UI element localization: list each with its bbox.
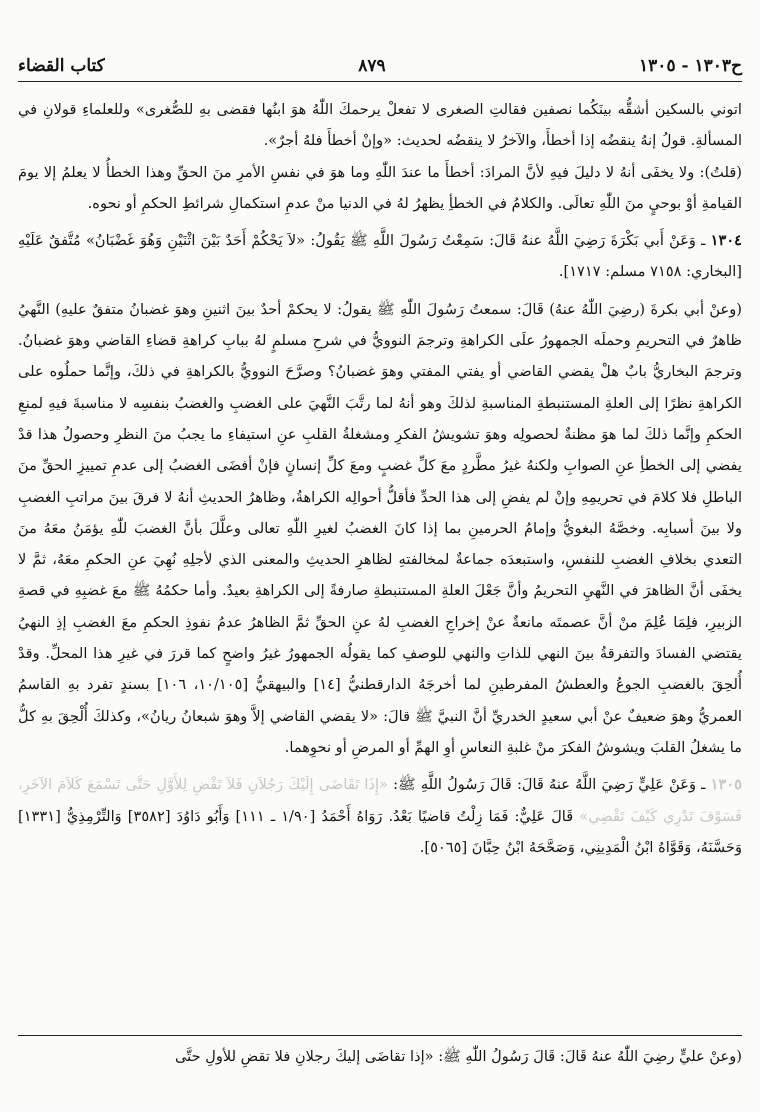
hadith-text-faded: «إِذَا تَقَاضَى إِلَيْكَ رَجُلاَنِ فَلاَ تَقْضِ لِلأَوَّلِ حَتَّى تَسْمَعَ كَلاَمَ الآخَرِ، فَسَوْفَ تَدْرِي كَيْفَ تَقْضِي» [18,776,743,825]
hadith-1305 [18,769,742,863]
section-rule [18,1035,742,1036]
chapter-title: كتاب القضاء [18,56,105,76]
page-header [18,52,742,80]
page-body [18,94,742,863]
hadith-number: ١٣٠٤ [710,232,743,250]
commentary-paragraph: (وعنْ أبي بكرةَ (رضِيَ اللّٰهُ عنهُ) قَالَ: سمعتُ رَسُولَ اللّٰهِ ﷺ يقولُ: لا يحكمْ أحدٌ بينَ اثنينِ وهوَ غضبانُ متفقٌ عليهِ) النَّهيُ ظاهرٌ في التحريمِ وحملَه الجمهورُ علَى الكراهةِ وترجمَ النوويُّ في شرحِ مسلمٍ لهُ ببابِ كراهةِ قضاءِ القاضي وهوَ غضبانُ. وترجمَ البخاريُّ بابٌ هلْ يقضي القاضي أو يفتي المفتي وهوَ غضبانُ؟ وصرَّحَ النوويُّ بالكراهةِ في ذلكَ، وإنَّما حملُوه على الكراهةِ نظرًا إلى العلةِ المستنبطةِ المناسبةِ لذلكَ وهو أنهُ لما رتَّبَ النَّهيَ على الغضبِ والغضبُ بنفسِه لا مناسبةَ فيهِ لمنعِ الحكمِ وإنَّما ذلكَ لما هوَ مظنةٌ لحصولِه وهوَ تشويشُ الفكرِ ومشغلةُ القلبِ عنِ استيفاءِ ما يجبُ منَ النظرِ وحصولُ هذا قدْ يفضي إلى الخطأِ عنِ الصوابِ ولكنهُ غيرُ مطَّردٍ معَ كلِّ غضبٍ ومعَ كلِّ إنسانٍ فإنْ أفضَى الغضبُ إلى عدمِ تمييزِ الحقِّ منَ الباطلِ فلا كلامَ في تحريمِهِ وإنْ لم يفضِ إلى هذا الحدِّ فأقلُّ أحوالِه الكراهةُ، وظاهرُ الحديثِ أنهُ لا فرقَ بينَ مراتبِ الغضبِ ولا بينَ أسبابِه. وخصَّهُ البغويُّ وإمامُ الحرمينِ بما إذا كانَ الغضبُ لغيرِ اللّٰهِ تعالى وعلَّلَ بأنَّ الغضبَ للّٰهِ يؤمَنُ معَهُ منَ التعدي بخلافِ الغضبِ للنفسِ، واستبعدَه جماعةٌ لمخالفتهِ لظاهرِ الحديثِ والمعنى الذي لأجلِهِ نُهِيَ عنِ الحكمِ معَهُ، ثمَّ لا يخفَى أنَّ الظاهرَ في النَّهيِ التحريمُ وأنَّ جَعْلَ العلةِ المستنبطةِ صارفةً إلى الكراهةِ بعيدٌ. وأما حكمُهُ ﷺ معَ غضبِهِ في قصةِ الزبيرِ، فلِمَا عُلِمَ منْ أنَّ عصمتَه مانعةٌ عنْ إخراجِ الغضبِ لهُ عنِ الحقِّ ثمَّ الظاهرُ عدمُ نفوذِ الحكمِ معَ الغضبِ إذِ النهيُ يقتضي الفسادَ والتفرقةُ بينَ النهي للذاتِ والنهي للوصفِ كما يقولُه الجمهورُ غيرُ واضحٍ كما قررَ في غيرِ هذا المحلِّ. وقدْ أُلحِقَ بالغضبِ الجوعُ والعطشُ المفرطينِ لما أخرجَهُ الدارقطنيُّ [١٤] والبيهقيُّ [١٠/١٠٥، ١٠٦] بسندٍ تفرد بهِ القاسمُ العمريُّ وهوَ ضعيفٌ عنْ أبي سعيدٍ الخدريِّ أنَّ النبيَّ ﷺ قالَ: «لا يقضي القاضي إلاَّ وهوَ شبعانُ ريانُ»، وكذلكَ أُلْحِقَ بهِ كلُّ ما يشغلُ القلبَ ويشوشُ الفكرَ منْ غلبةِ النعاسِ أوِ الهمِّ أو المرضِ أو نحوِهما. [18,300,743,756]
hadith-text: قَالَ عَلِيٌّ: فَمَا زِلْتُ قاضيًا بَعْدُ. رَوَاهُ أَحْمَدُ [١/٩٠ ـ ١١١] وَأَبُو دَاوُدَ [٣٥٨٢] وَالتِّرْمِذِيُّ [١٣٣١] وَحَسَّنَهُ، وَقَوَّاهُ ابْنُ الْمَدِينِي، وَصَحَّحَهُ ابْنُ حِبَّانَ [٥٠٦٥]. [18,807,742,856]
commentary-paragraph: (قلتُ): ولا يخفَى أنهُ لا دليلَ فيهِ لأنَّ المرادَ: أخطأَ ما عندَ اللّٰهِ وما هوَ في نفسِ الأمرِ منَ الحقِّ وهذا الخطأُ لا يعلمُ إلا يومَ القيامةِ أوْ بوحيٍ منَ اللّٰهِ تعالَى. والكلامُ في الخطأِ يظهرُ لهُ في الدنيا منْ عدمِ استكمالِ شرائطِ الحكمِ أو نحوه. [18,163,742,212]
commentary-start: (وعنْ عليٍّ رضِيَ اللّٰهُ عنهُ قَالَ: قَالَ رَسُولُ اللّٰهِ ﷺ: «إذا تقاضَى إليكَ رجلانِ فلا تقضِ للأولِ حتَّى [175,1048,742,1065]
hadith-text: ـ وَعَنْ عَلِيٍّ رَضِيَ اللَّهُ عنهُ قَالَ: قَالَ رَسُولُ اللَّهِ ﷺ: [393,776,706,794]
commentary-paragraph: اتوني بالسكين أشقُّه بينَكُما نصفين فقالتِ الصغرى لا تفعلْ يرحمكَ اللّٰهُ هوَ ابنُها فقضى بهِ للصُّغرى» وللعلماءِ قولانِ في المسألةِ. قولُ إنهُ ينقضُه إذا أخطأَ، والآخرُ لا ينقضُه لحديث: «وإنْ أخطأَ فلهُ أجرٌ». [18,101,742,150]
hadith-number: ١٣٠٥ [710,776,742,794]
hadith-range: ح١٣٠٣ - ١٣٠٥ [639,56,742,76]
hadith-1304 [18,225,742,288]
page-number: ٨٧٩ [358,56,386,76]
hadith-text: ـ وَعَنْ أَبي بَكْرَةَ رَضِيَ اللَّهُ عنهُ قَالَ: سَمِعْتُ رَسُولَ اللَّهِ ﷺ يَقُولُ: «لاَ يَحْكُمْ أَحَدٌ بَيْنَ اثْنَيْنِ وَهُوَ غَضْبَانُ» مُتَّفقٌ عَلَيْهِ [البخاري: ٧١٥٨ مسلم: ١٧١٧]. [18,232,742,281]
header-rule [18,81,742,82]
